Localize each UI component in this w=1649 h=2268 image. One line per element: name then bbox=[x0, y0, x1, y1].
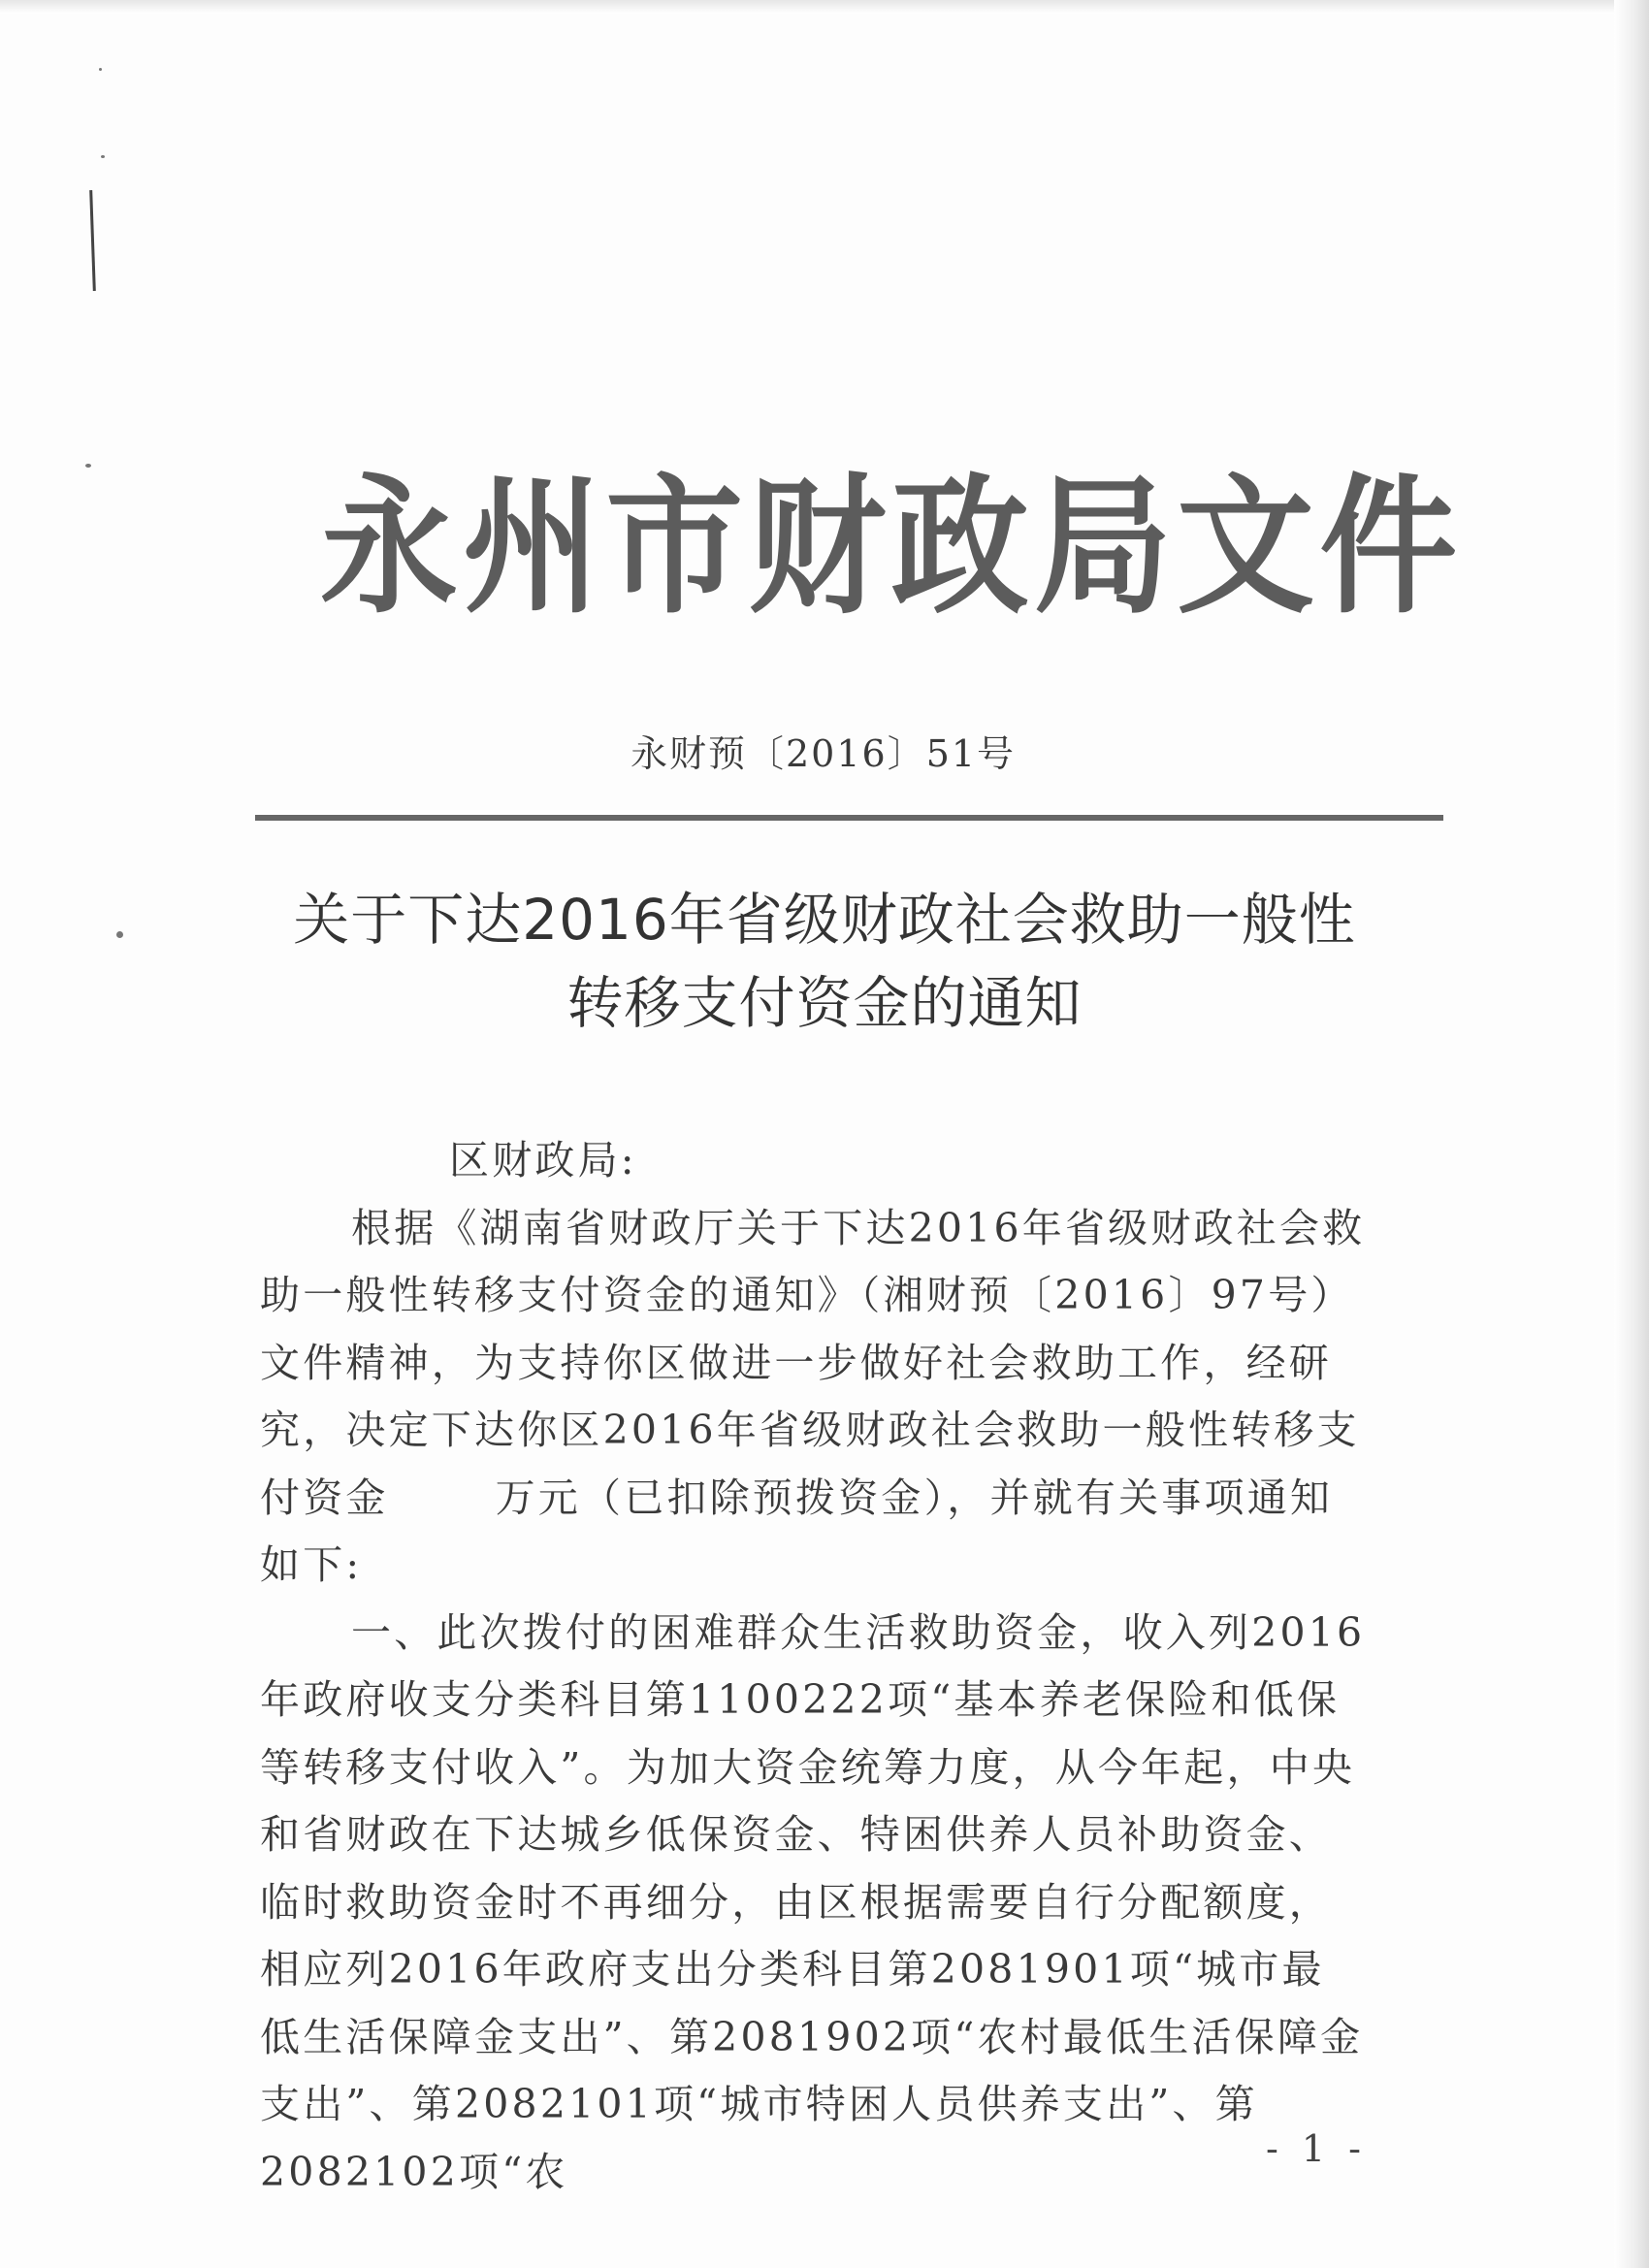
paragraph-2: 一、此次拨付的困难群众生活救助资金，收入列2016年政府收支分类科目第1100222项“基本养老保险和低保等转移支付收入”。为加大资金统筹力度，从今年起，中央和省财政在下达城乡低保资金、特困供养人员补助资金、临时救助资金时不再细分，由区根据需要自行分配额度，相应列2016年政府支出分类科目第2081901项“城市最低生活保障金支出”、第2081902项“农村最低生活保障金支出”、第2082101项“城市特困人员供养支出”、第2082102项“农 bbox=[260, 1608, 1366, 2195]
scan-speck bbox=[101, 155, 105, 158]
document-number: 永财预〔2016〕51号 bbox=[630, 732, 1017, 775]
scan-edge-right bbox=[1614, 0, 1649, 2268]
paragraph-1-text: 根据《湖南省财政厅关于下达2016年省级财政社会救助一般性转移支付资金的通知》（湘财预〔2016〕97号）文件精神，为支持你区做进一步做好社会救助工作，经研究，决定下达你区2016年省级财政社会救助一般性转移支付资金 bbox=[260, 1204, 1366, 1521]
scan-edge-top bbox=[0, 0, 1649, 14]
paragraph-1-text-end: 万元（已扣除预拨资金），并就有关事项通知如下: bbox=[260, 1474, 1334, 1588]
salutation: 区财政局: bbox=[449, 1137, 637, 1183]
issuing-authority-header: 永州市财政局文件 bbox=[320, 461, 1463, 634]
notice-title bbox=[262, 878, 1387, 1045]
scan-speck bbox=[85, 464, 91, 468]
title-line-2: 转移支付资金的通知 bbox=[566, 970, 1083, 1036]
paragraph-1 bbox=[260, 1195, 1366, 1600]
title-line-1: 关于下达2016年省级财政社会救助一般性 bbox=[293, 887, 1356, 953]
notice-body bbox=[260, 1127, 1366, 2206]
scan-speck bbox=[99, 68, 102, 71]
header-divider-line bbox=[255, 815, 1443, 821]
scan-scratch-mark bbox=[89, 190, 96, 291]
page-number: - 1 - bbox=[1266, 2127, 1368, 2170]
scan-speck bbox=[116, 931, 123, 938]
